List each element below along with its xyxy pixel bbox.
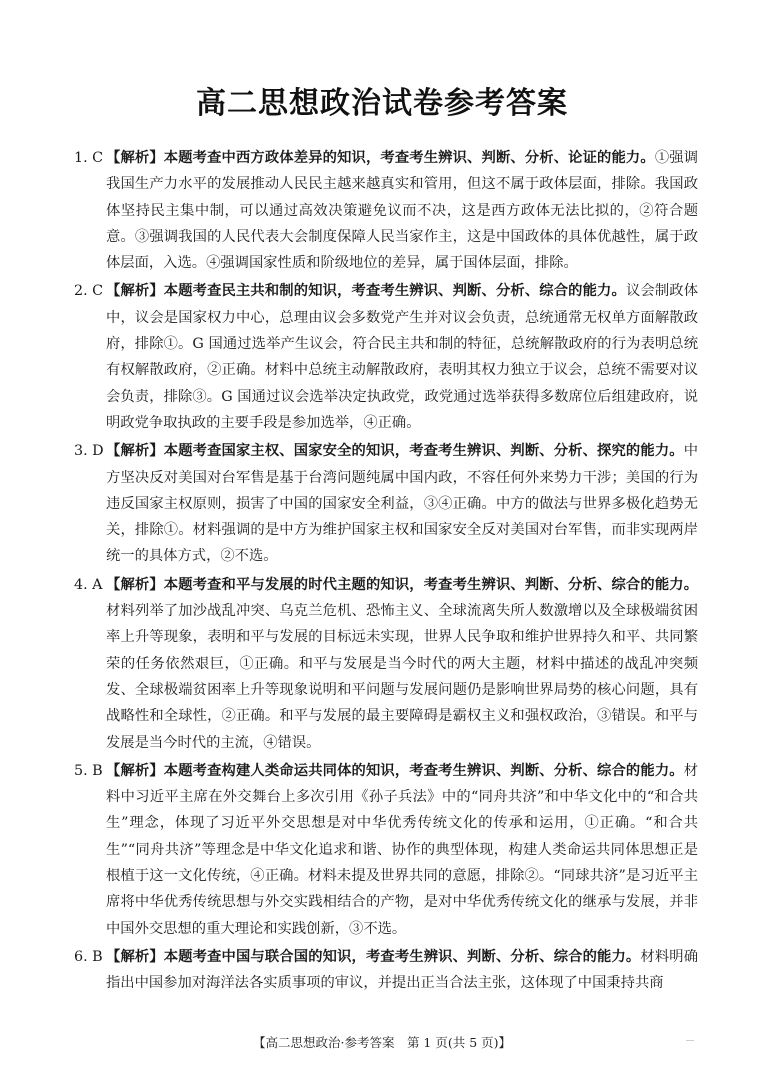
answer-explanation: 材料明确指出中国参加对海洋法各实质事项的审议，并提出正当合法主张，这体现了中国秉持共商 [106,948,698,992]
answer-item-6 [74,944,698,997]
answer-item-1 [74,145,698,276]
answer-explanation: 议会制政体中，议会是国家权力中心，总理由议会多数党产生并对议会负责，总统通常无权单方面解散政府，排除①。G 国通过选举产生议会，符合民主共和制的特征，总统解散政府的行为表明总统有权解散政府，②正确。材料中总统主动解散政府，表明其权力独立于议会，总统不需要对议会负责，排除③。G 国通过议会选举决定执政党，政党通过选举获得多数席位后组建政府，说明政党争取执政的主要手段是参加选举，④正确。 [106,283,699,431]
answer-analysis-lead: 【解析】本题考查国家主权、国家安全的知识，考查考生辨识、判断、分析、探究的能力。 [106,443,684,460]
answer-number: 6. B [74,948,103,965]
answer-analysis-lead: 【解析】本题考查中国与联合国的知识，考查考生辨识、判断、分析、综合的能力。 [106,948,641,965]
answer-number: 1. C [74,150,104,166]
answer-item-3 [74,438,698,569]
answer-item-2 [74,278,698,436]
answer-explanation: 材料中习近平主席在外交舞台上多次引用《孙子兵法》中的“同舟共济”和中华文化中的“和合共生”理念，体现了习近平外交思想是对中华优秀传统文化的传承和运用，①正确。“和合共生”“同舟共济”等理念是中华文化追求和谐、协作的典型体现，构建人类命运共同体思想正是根植于这一文化传统，④正确。材料未提及世界共同的意愿，排除②。“同球共济”是习近平主席将中华优秀传统思想与外交实践相结合的产物，是对中华优秀传统文化的继承与发展，并非中国外交思想的重大理论和实践创新，③不选。 [106,762,698,937]
answer-number: 4. A [74,576,103,593]
answer-explanation: 中方坚决反对美国对台军售是基于台湾问题纯属中国内政，不容任何外来势力干涉；美国的行为违反国家主权原则，损害了中国的国家安全利益，③④正确。中方的做法与世界多极化趋势无关，排除①。材料强调的是中方为维护国家主权和国家安全反对美国对台军售，而非实现两岸统一的具体方式，②不选。 [106,443,698,565]
answer-list [74,145,698,999]
answer-number: 3. D [74,443,104,460]
page-title: 高二思想政治试卷参考答案 [196,86,568,121]
answer-analysis-lead: 【解析】本题考查中西方政体差异的知识，考查考生辨识、判断、分析、论证的能力。 [106,150,655,166]
answer-number: 2. C [74,283,104,300]
answer-analysis-lead: 【解析】本题考查民主共和制的知识，考查考生辨识、判断、分析、综合的能力。 [106,283,626,300]
answer-explanation: ①强调我国生产力水平的发展推动人民民主越来越真实和管用，但这不属于政体层面，排除。我国政体坚持民主集中制，可以通过高效决策避免议而不决，这是西方政体无法比拟的，②符合题意。③强调我国的人民代表大会制度保障人民当家作主，这是中国政体的具体优越性，属于政体层面，入选。④强调国家性质和阶级地位的差异，属于国体层面，排除。 [106,150,699,272]
answer-item-4 [74,572,698,756]
corner-mark [686,1037,694,1041]
answer-item-5 [74,758,698,942]
page-footer: 【高二思想政治·参考答案 第 1 页(共 5 页)】 [252,1035,512,1050]
answer-number: 5. B [74,762,103,779]
answer-explanation: 材料列举了加沙战乱冲突、乌克兰危机、恐怖主义、全球流离失所人数激增以及全球极端贫困率上升等现象，表明和平与发展的目标远未实现，世界人民争取和维护世界持久和平、共同繁荣的任务依然艰巨，①正确。和平与发展是当今时代的两大主题，材料中描述的战乱冲突频发、全球极端贫困率上升等现象说明和平问题与发展问题仍是影响世界局势的核心问题，具有战略性和全球性，②正确。和平与发展的最主要障碍是霸权主义和强权政治，③错误。和平与发展是当今时代的主流，④错误。 [106,603,698,751]
answer-analysis-lead: 【解析】本题考查构建人类命运共同体的知识，考查考生辨识、判断、分析、综合的能力。 [106,762,684,779]
answer-analysis-lead: 【解析】本题考查和平与发展的时代主题的知识，考查考生辨识、判断、分析、综合的能力。 [106,576,698,593]
